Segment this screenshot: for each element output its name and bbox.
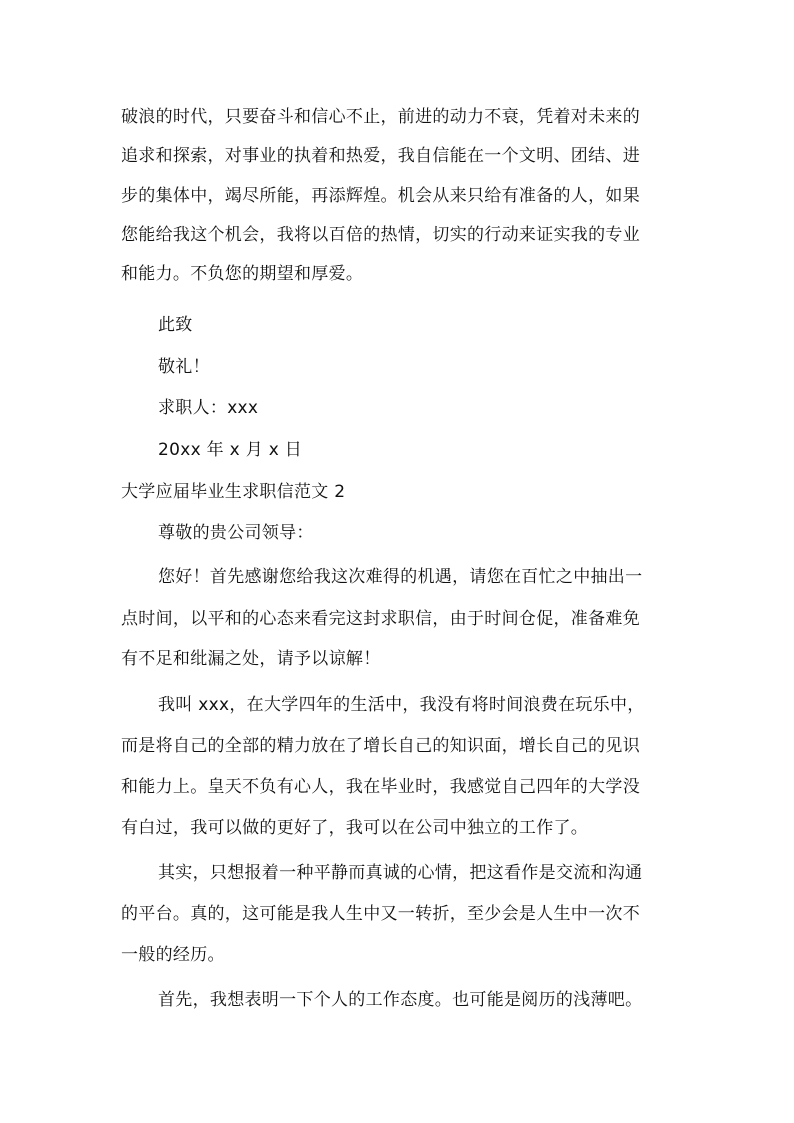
paragraph-line: 追求和探索，对事业的执着和热爱，我自信能在一个文明、团结、进 bbox=[121, 146, 640, 166]
paragraph-line: 其实，只想报着一种平静而真诚的心情，把这看作是交流和沟通 bbox=[158, 863, 643, 883]
paragraph-line: 点时间，以平和的心态来看完这封求职信，由于时间仓促，准备难免 bbox=[121, 609, 640, 629]
letter-greeting: 尊敬的贵公司领导： bbox=[158, 523, 314, 543]
paragraph-line: 的平台。真的，这可能是我人生中又一转折，至少会是人生中一次不 bbox=[121, 904, 640, 924]
paragraph-line: 破浪的时代，只要奋斗和信心不止，前进的动力不衰，凭着对未来的 bbox=[121, 107, 640, 127]
paragraph-line: 而是将自己的全部的精力放在了增长自己的知识面，增长自己的见识 bbox=[121, 736, 640, 756]
paragraph-line: 一般的经历。 bbox=[121, 945, 225, 965]
letter-date: 20xx 年 x 月 x 日 bbox=[158, 440, 303, 460]
paragraph-line: 步的集体中，竭尽所能，再添辉煌。机会从来只给有准备的人，如果 bbox=[121, 186, 640, 206]
paragraph-line: 首先，我想表明一下个人的工作态度。也可能是阅历的浅薄吧。 bbox=[158, 990, 643, 1010]
paragraph-line: 和能力。不负您的期望和厚爱。 bbox=[121, 264, 364, 284]
salutation-line: 此致 bbox=[158, 315, 193, 335]
section-title: 大学应届毕业生求职信范文 2 bbox=[121, 482, 346, 502]
applicant-signature: 求职人：xxx bbox=[158, 398, 259, 418]
paragraph-line: 和能力上。皇天不负有心人，我在毕业时，我感觉自己四年的大学没 bbox=[121, 777, 640, 797]
salutation-line: 敬礼！ bbox=[158, 357, 210, 377]
paragraph-line: 有不足和纰漏之处，请予以谅解！ bbox=[121, 649, 381, 669]
paragraph-line: 您好！首先感谢您给我这次难得的机遇，请您在百忙之中抽出一 bbox=[158, 567, 643, 587]
paragraph-line: 我叫 xxx，在大学四年的生活中，我没有将时间浪费在玩乐中， bbox=[158, 695, 645, 715]
paragraph-line: 有白过，我可以做的更好了，我可以在公司中独立的工作了。 bbox=[121, 818, 589, 838]
paragraph-line: 您能给我这个机会，我将以百倍的热情，切实的行动来证实我的专业 bbox=[121, 225, 640, 245]
